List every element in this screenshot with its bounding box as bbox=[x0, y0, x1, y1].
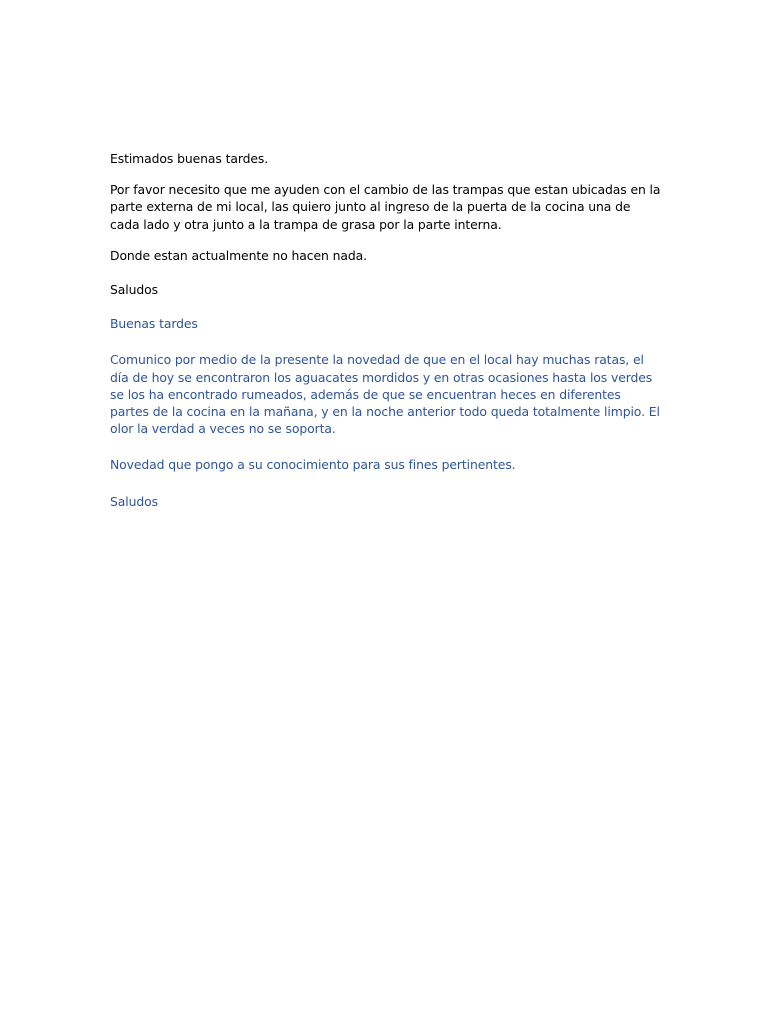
reply-paragraph-1: Comunico por medio de la presente la novedad de que en el local hay muchas ratas, el día de hoy se encontraron los aguacates mordidos y en otras ocasiones hasta los verdes se los ha encontrado rumeados, además de que se encuentran heces en diferentes partes de la cocina en la mañana, y en la noche anterior todo queda totalmente limpio. El olor la verdad a veces no se soporta. bbox=[110, 352, 660, 437]
reply-greeting: Buenas tardes bbox=[110, 316, 198, 332]
original-paragraph-1: Por favor necesito que me ayuden con el cambio de las trampas que estan ubicadas en la parte externa de mi local, las quiero junto al ingreso de la puerta de la cocina una de cada lado y otra junto a la trampa de grasa por la parte interna. bbox=[110, 182, 661, 232]
document-body bbox=[110, 150, 662, 510]
original-greeting: Estimados buenas tardes. bbox=[110, 151, 269, 166]
reply-closing: Saludos bbox=[110, 493, 158, 509]
original-paragraph-2: Donde estan actualmente no hacen nada. bbox=[110, 247, 367, 263]
original-closing: Saludos bbox=[110, 282, 158, 298]
reply-paragraph-2: Novedad que pongo a su conocimiento para sus fines pertinentes. bbox=[110, 457, 516, 473]
